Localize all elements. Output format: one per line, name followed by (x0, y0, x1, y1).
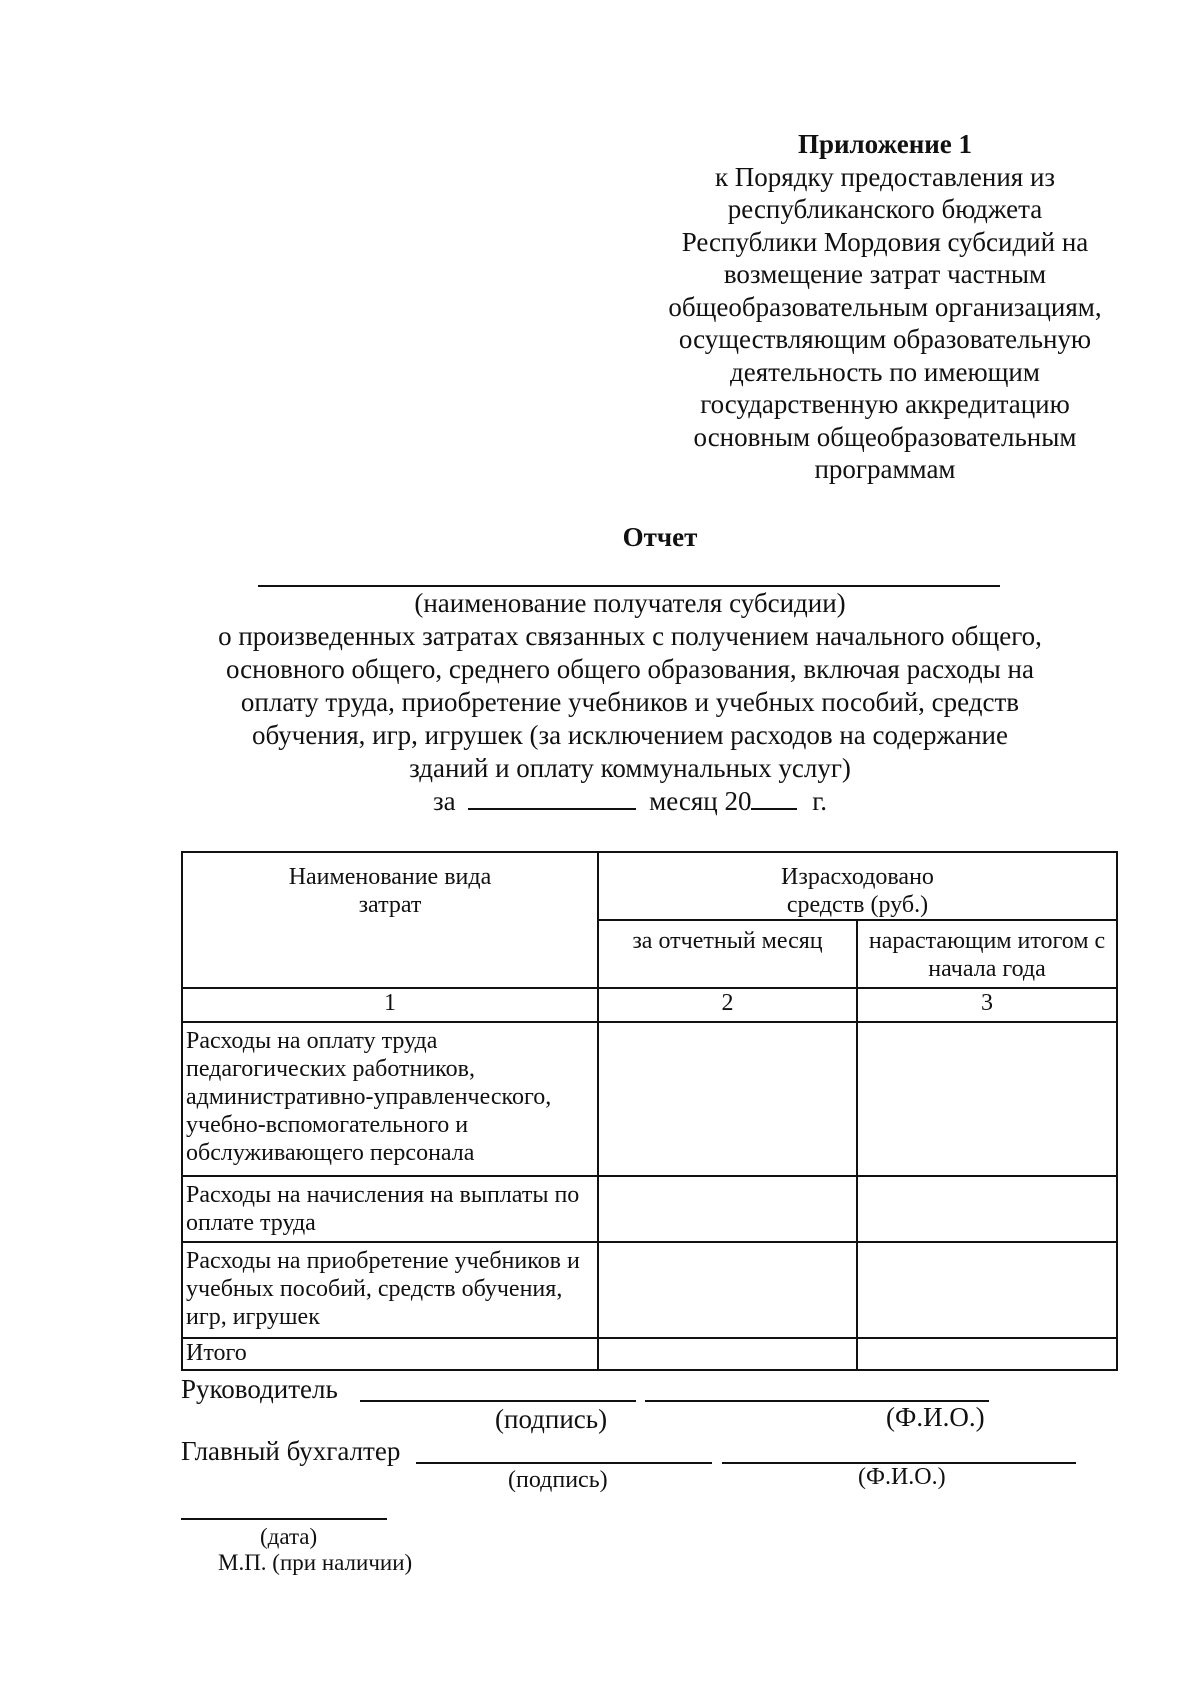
recipient-caption: (наименование получателя субсидии) (414, 588, 846, 618)
accountant-signature-field[interactable] (416, 1462, 712, 1464)
appendix-line: осуществляющим образовательную (678, 324, 1092, 354)
report-title: Отчет (622, 522, 698, 552)
appendix-line: Республики Мордовия субсидий на (681, 226, 1089, 257)
cell-total[interactable] (857, 1338, 1117, 1370)
period-month-word: месяц 20 (649, 786, 752, 816)
description-line: оплату труда, приобретение учебников и учебных пособий, средств (240, 687, 1020, 717)
cell-total[interactable] (857, 1242, 1117, 1338)
head-signature-caption: (подпись) (495, 1404, 608, 1434)
head-role: Руководитель (181, 1374, 338, 1404)
column-number: 2 (598, 988, 857, 1022)
accountant-role: Главный бухгалтер (181, 1436, 401, 1466)
appendix-line: общеобразовательным организациям, (668, 291, 1102, 322)
head-signature-field[interactable] (360, 1400, 636, 1402)
row-label: Расходы на оплату труда педагогических работников, административно-управленческого, учебно-вспомогательного и обслуживающего персонала (182, 1022, 598, 1176)
year-field[interactable] (751, 786, 797, 810)
date-field[interactable] (181, 1518, 387, 1520)
date-caption: (дата) (260, 1524, 318, 1549)
header-spent-label: Израсходовано средств (руб.) (781, 864, 934, 918)
head-name-caption: (Ф.И.О.) (886, 1402, 985, 1432)
appendix-line: программам (814, 454, 956, 484)
accountant-name-caption: (Ф.И.О.) (858, 1464, 946, 1490)
report-period (0, 786, 1200, 817)
column-number: 1 (182, 988, 598, 1022)
header-cumulative (857, 920, 1117, 988)
cell-total[interactable] (857, 1022, 1117, 1176)
accountant-signature-caption: (подпись) (508, 1467, 608, 1493)
appendix-line: основным общеобразовательным (693, 421, 1077, 452)
period-prefix: за (432, 786, 456, 816)
cell-month[interactable] (598, 1022, 857, 1176)
recipient-name-field[interactable] (258, 585, 1000, 587)
row-label: Итого (182, 1338, 598, 1370)
appendix-line: возмещение затрат частным (723, 259, 1047, 289)
cell-month[interactable] (598, 1242, 857, 1338)
cell-month[interactable] (598, 1176, 857, 1242)
appendix-line: республиканского бюджета (727, 194, 1043, 224)
table-row (182, 1242, 1117, 1338)
stamp-caption: М.П. (при наличии) (218, 1550, 413, 1575)
appendix-line: к Порядку предоставления из (714, 161, 1056, 192)
description-line: зданий и оплату коммунальных услуг) (409, 753, 851, 783)
row-label: Расходы на приобретение учебников и учебных пособий, средств обучения, игр, игрушек (182, 1242, 598, 1338)
header-month: за отчетный месяц (598, 920, 857, 988)
appendix-line: деятельность по имеющим (730, 356, 1040, 387)
appendix-title: Приложение 1 (797, 129, 973, 159)
header-expense-type (182, 852, 598, 988)
table-row (182, 1176, 1117, 1242)
period-suffix: г. (812, 786, 828, 816)
appendix-block (660, 128, 1110, 486)
cell-month[interactable] (598, 1338, 857, 1370)
month-field[interactable] (468, 786, 636, 810)
description-line: обучения, игр, игрушек (за исключением расходов на содержание (252, 720, 1008, 750)
table-row-total (182, 1338, 1117, 1370)
row-label: Расходы на начисления на выплаты по оплате труда (182, 1176, 598, 1242)
header-expense-type-label: Наименование вида затрат (288, 864, 492, 918)
expense-table (181, 851, 1118, 1371)
table-row (182, 1022, 1117, 1176)
header-cumulative-label: нарастающим итогом с начала года (868, 928, 1106, 982)
description-line: основного общего, среднего общего образования, включая расходы на (226, 654, 1034, 684)
report-description (150, 620, 1110, 785)
header-spent (598, 852, 1117, 920)
appendix-line: государственную аккредитацию (700, 389, 1070, 419)
description-line: о произведенных затратах связанных с получением начального общего, (218, 621, 1042, 651)
column-number: 3 (857, 988, 1117, 1022)
cell-total[interactable] (857, 1176, 1117, 1242)
